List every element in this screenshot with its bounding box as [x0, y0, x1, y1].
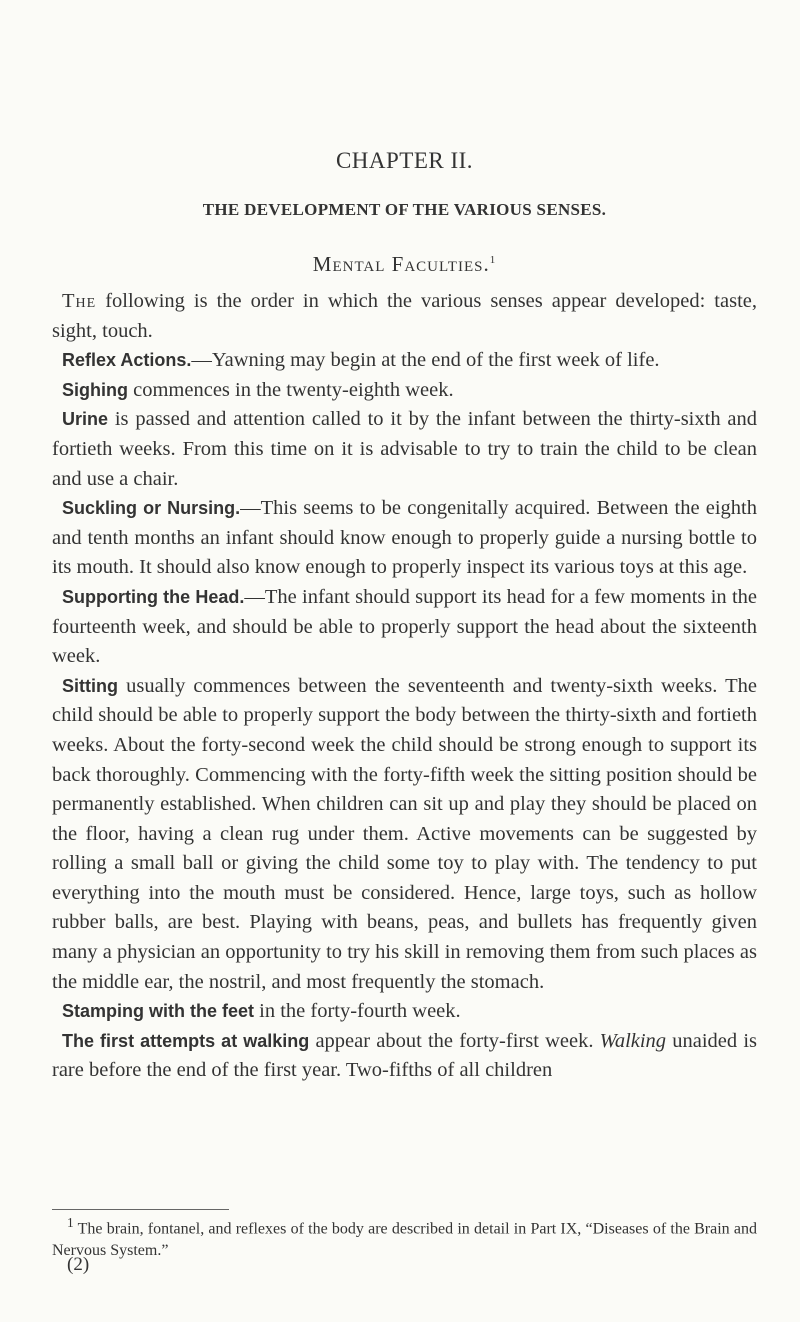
stamping-lead: Stamping with the feet: [62, 1001, 255, 1022]
paragraph-walking: [52, 1027, 757, 1086]
section-heading-text: Mental Faculties.: [312, 252, 490, 276]
intro-text: following is the order in which the various senses appear developed: taste, sight, touch.: [52, 290, 757, 342]
book-page: [52, 0, 757, 1322]
section-heading: [52, 252, 757, 277]
supporting-text: —The infant should support its head for a few moments in the fourteenth week, and should be able to properly support the head about the sixteenth week.: [52, 585, 757, 668]
paragraph-sitting: [52, 672, 757, 998]
urine-lead: Urine: [62, 409, 109, 430]
suckling-text: —This seems to be congenitally acquired. Between the eighth and tenth months an infant should know enough to properly guide a nursing bottle to its mouth. It should also know enough to properly inspect its various toys at this age.: [52, 497, 757, 579]
chapter-subtitle: THE DEVELOPMENT OF THE VARIOUS SENSES.: [202, 200, 607, 219]
sighing-lead: Sighing: [62, 379, 128, 400]
paragraph-reflex-actions: [52, 346, 757, 376]
walking-text-continued: unaided is rare before the end of the first year. Two-fifths of all children: [52, 1029, 757, 1082]
intro-smallcaps: The: [62, 290, 97, 312]
urine-text: is passed and attention called to it by the infant between the thirty-sixth and fortieth weeks. From this time on it is advisable to try to train the child to be clean and use a chair.: [52, 408, 757, 490]
paragraph-supporting-head: [52, 583, 757, 672]
reflex-lead: Reflex Actions.: [62, 350, 192, 371]
sighing-text: commences in the twenty-eighth week.: [128, 378, 454, 401]
footnote-text: The brain, fontanel, and reflexes of the body are described in detail in Part IX, “Diseases of the Brain and Nervous System.”: [52, 1220, 757, 1260]
sitting-lead: Sitting: [62, 675, 118, 696]
paragraph-suckling: [52, 494, 757, 583]
walking-lead: The first attempts at walking: [62, 1030, 310, 1051]
walking-italic: Walking: [599, 1029, 667, 1052]
footnote: [52, 1212, 757, 1262]
paragraph-urine: [52, 405, 757, 494]
suckling-lead: Suckling or Nursing.: [62, 498, 241, 519]
footnote-rule: [52, 1209, 229, 1210]
paragraph-sighing: [52, 376, 757, 406]
sitting-text: usually commences between the seventeenth and twenty-sixth weeks. The child should be able to properly support the body between the thirty-sixth and fortieth weeks. About the forty-second week the child should be strong enough to support its back thoroughly. Commencing with the forty-fifth week the sitting position should be permanently established. When children can sit up and play they should be placed on the floor, having a clean rug under them. Active movements can be suggested by rolling a small ball or giving the child some toy to play with. The tendency to put everything into the mouth must be considered. Hence, large toys, such as hollow rubber balls, are best. Playing with beans, peas, and bullets has frequently given many a physician an opportunity to try his skill in removing them from such places as the middle ear, the nostril, and most frequently the stomach.: [52, 674, 757, 993]
reflex-text: —Yawning may begin at the end of the first week of life.: [191, 349, 660, 372]
body-text: [52, 287, 757, 1086]
footnote-marker: 1: [489, 254, 497, 266]
supporting-lead: Supporting the Head.: [62, 586, 245, 607]
page-number: (2): [67, 1254, 90, 1275]
footnote-number: 1: [67, 1215, 74, 1230]
paragraph-intro: [52, 287, 757, 346]
walking-text: appear about the forty-first week.: [309, 1029, 600, 1052]
stamping-text: in the forty-fourth week.: [254, 1000, 461, 1023]
paragraph-stamping: [52, 997, 757, 1027]
chapter-title: CHAPTER II.: [335, 148, 474, 173]
